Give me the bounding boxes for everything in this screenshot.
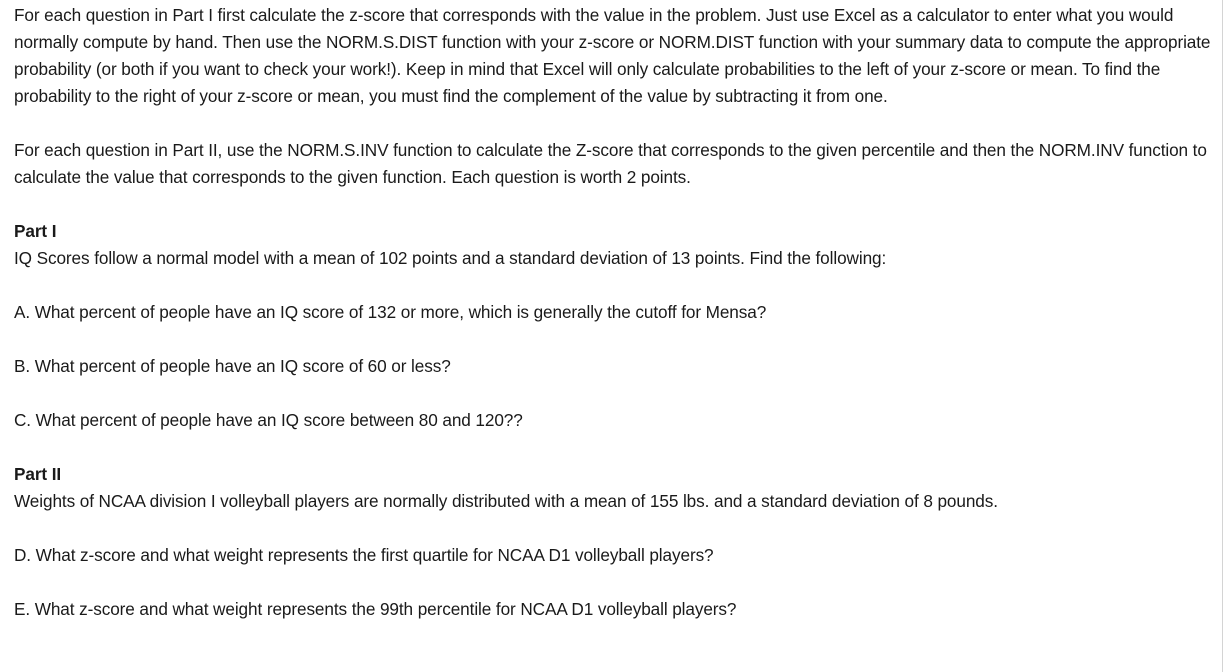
question-b: B. What percent of people have an IQ score of 60 or less? [14, 356, 451, 376]
part2-heading: Part II [14, 464, 62, 484]
blank-line [14, 326, 1214, 353]
part1-setup: IQ Scores follow a normal model with a mean of 102 points and a standard deviation of 13 points. Find the following: [14, 248, 887, 268]
blank-line [14, 569, 1214, 596]
question-d: D. What z-score and what weight represents the first quartile for NCAA D1 volleyball players? [14, 545, 714, 565]
part2-setup: Weights of NCAA division I volleyball players are normally distributed with a mean of 155 lbs. and a standard deviation of 8 pounds. [14, 491, 998, 511]
blank-line [14, 272, 1214, 299]
part2-instructions: For each question in Part II, use the NORM.S.INV function to calculate the Z-score that corresponds to the given percentile and then the NORM.INV function to calculate the value that corresponds to the given function. Each question is worth 2 points. [14, 140, 1207, 187]
question-c: C. What percent of people have an IQ score between 80 and 120?? [14, 410, 523, 430]
blank-line [14, 380, 1214, 407]
part1-heading: Part I [14, 221, 57, 241]
assignment-text-block [14, 2, 1214, 623]
blank-line [14, 191, 1214, 218]
blank-line [14, 434, 1214, 461]
blank-line [14, 515, 1214, 542]
column-gridline [1222, 0, 1223, 672]
question-e: E. What z-score and what weight represents the 99th percentile for NCAA D1 volleyball players? [14, 599, 737, 619]
part1-instructions: For each question in Part I first calculate the z-score that corresponds with the value in the problem. Just use Excel as a calculator to enter what you would normally compute by hand. Then use the NORM.S.DIST function with your z-score or NORM.DIST function with your summary data to compute the appropriate probability (or both if you want to check your work!). Keep in mind that Excel will only calculate probabilities to the left of your z-score or mean. To find the probability to the right of your z-score or mean, you must find the complement of the value by subtracting it from one. [14, 5, 1211, 106]
question-a: A. What percent of people have an IQ score of 132 or more, which is generally the cutoff for Mensa? [14, 302, 767, 322]
blank-line [14, 110, 1214, 137]
